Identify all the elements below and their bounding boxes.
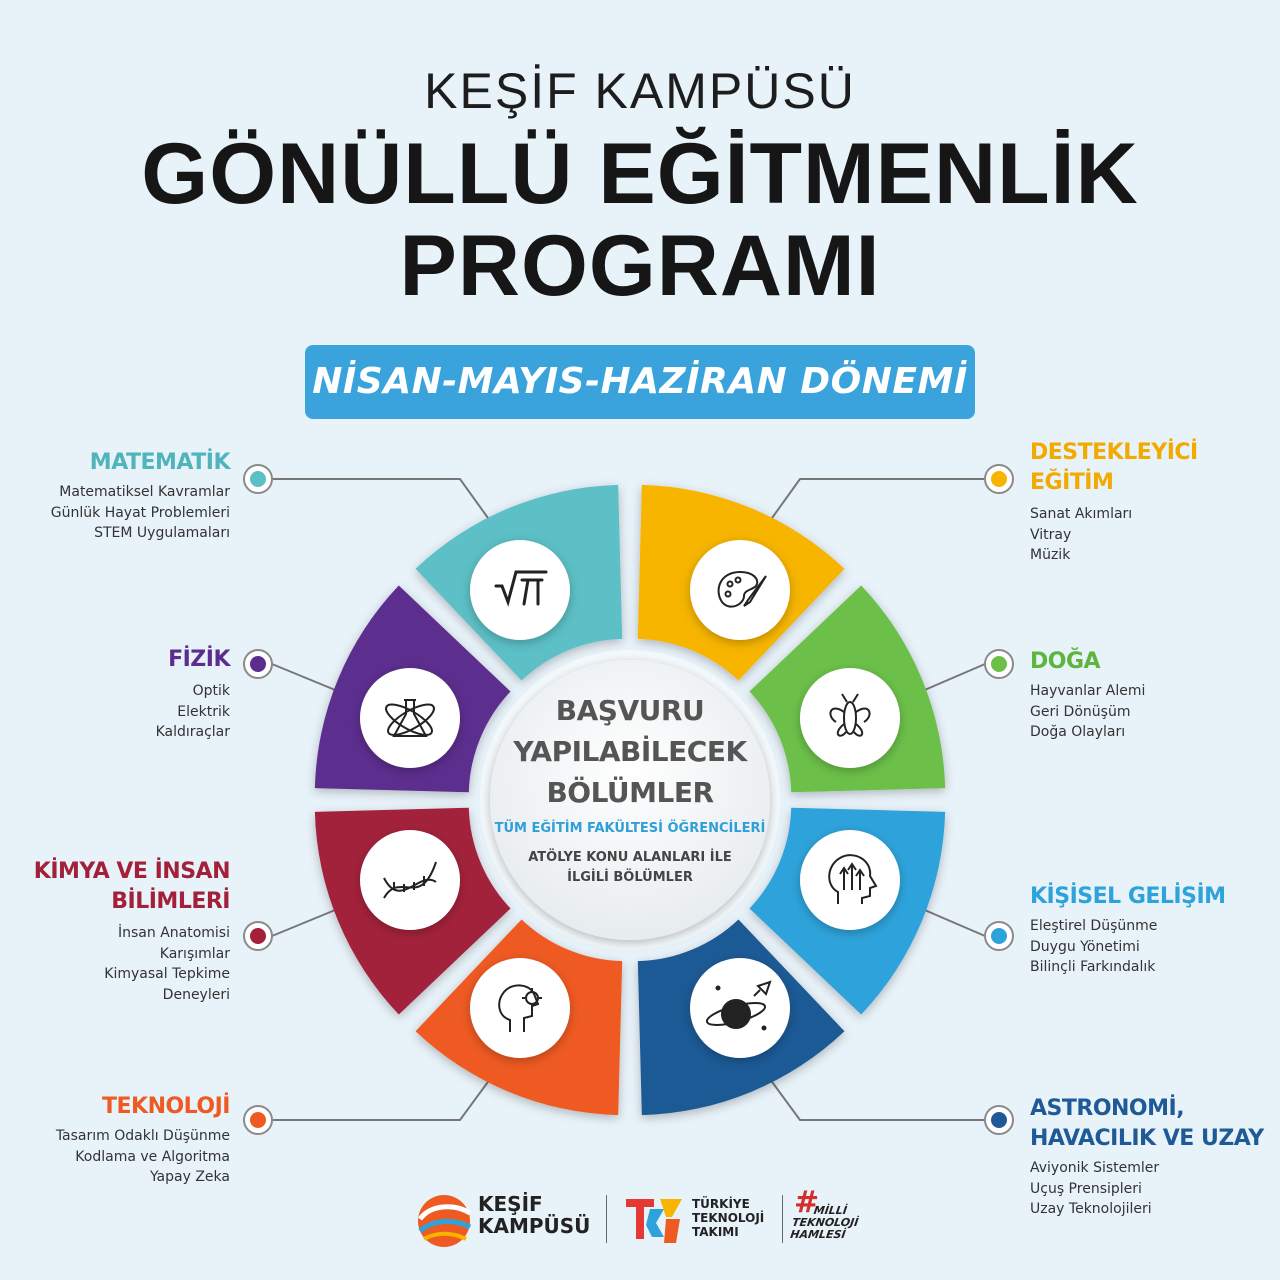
dot-kimya bbox=[250, 928, 266, 944]
category-name-line-1: KİMYA VE İNSAN bbox=[33, 859, 230, 884]
category-item: Matematiksel Kavramlar bbox=[59, 484, 230, 500]
category-name: MATEMATİK bbox=[89, 450, 230, 475]
category-item: Optik bbox=[192, 683, 230, 699]
icon-circle-kimya bbox=[360, 830, 460, 930]
category-item: Sanat Akımları bbox=[1030, 506, 1133, 522]
subtitle: KEŞİF KAMPÜSÜ bbox=[424, 63, 856, 119]
logo-divider bbox=[606, 1195, 607, 1243]
turkiye-teknoloji-takimi-logo-text bbox=[692, 1197, 764, 1239]
logo3-line-1: MİLLİ bbox=[812, 1204, 848, 1217]
category-item: Uçuş Prensipleri bbox=[1030, 1180, 1142, 1197]
logo3-line-2: TEKNOLOJİ bbox=[791, 1216, 860, 1229]
category-item: İnsan Anatomisi bbox=[118, 925, 230, 941]
category-item: Duygu Yönetimi bbox=[1030, 938, 1140, 955]
category-matematik bbox=[0, 448, 230, 544]
center-title-line-3: BÖLÜMLER bbox=[546, 776, 714, 809]
hashtag-icon: # bbox=[794, 1185, 820, 1220]
category-name-line-2: BİLİMLERİ bbox=[111, 889, 230, 914]
category-item: Karışımlar bbox=[159, 945, 230, 962]
category-item: Kodlama ve Algoritma bbox=[75, 1148, 230, 1165]
center-subtitle-1: TÜM EĞİTİM FAKÜLTESİ ÖĞRENCİLERİ bbox=[494, 821, 766, 836]
category-doga bbox=[1030, 647, 1270, 743]
icon-circle-destekleyici bbox=[690, 540, 790, 640]
logo2-line-1: TÜRKİYE bbox=[692, 1197, 750, 1211]
category-kisisel bbox=[1030, 882, 1270, 978]
milli-teknoloji-hamlesi-logo-text bbox=[789, 1205, 860, 1241]
category-item: Vitray bbox=[1030, 526, 1072, 543]
category-name bbox=[1030, 1094, 1270, 1154]
kesif-kampusu-logo-text bbox=[478, 1193, 590, 1237]
dot-matematik bbox=[250, 471, 266, 487]
center-title-line-2: YAPILABİLECEK bbox=[513, 735, 747, 768]
logo2-line-2: TEKNOLOJİ bbox=[692, 1211, 765, 1225]
category-name: TEKNOLOJİ bbox=[101, 1094, 230, 1119]
category-name-line-2: EĞİTİM bbox=[1030, 470, 1114, 495]
turkiye-teknoloji-takimi-logo-icon bbox=[620, 1189, 686, 1249]
logo-divider bbox=[782, 1195, 783, 1243]
category-item: Geri Dönüşüm bbox=[1030, 703, 1131, 720]
dot-fizik bbox=[250, 656, 266, 672]
center-subtitle-2: ATÖLYE KONU ALANLARI İLE İLGİLİ BÖLÜMLER bbox=[528, 850, 732, 885]
period-banner: NİSAN-MAYIS-HAZİRAN DÖNEMİ bbox=[305, 345, 975, 419]
center-label bbox=[485, 690, 775, 888]
category-item: Günlük Hayat Problemleri bbox=[50, 504, 230, 521]
category-destekleyici bbox=[1030, 438, 1270, 566]
category-item: STEM Uygulamaları bbox=[94, 525, 230, 541]
category-fizik bbox=[0, 645, 230, 743]
category-name: FİZİK bbox=[168, 647, 230, 672]
icon-circle-doga bbox=[800, 668, 900, 768]
logo3-line-3: HAMLESİ bbox=[789, 1228, 847, 1241]
icon-circle-fizik bbox=[360, 668, 460, 768]
category-name: DOĞA bbox=[1030, 649, 1101, 674]
category-item: Aviyonik Sistemler bbox=[1030, 1160, 1160, 1176]
category-item: Eleştirel Düşünme bbox=[1030, 918, 1158, 934]
category-name-line-2: HAVACILIK VE UZAY bbox=[1030, 1126, 1264, 1151]
title-line-2: PROGRAMI bbox=[399, 218, 881, 314]
category-name: KİŞİSEL GELİŞİM bbox=[1030, 884, 1226, 909]
icon-circle-kisisel bbox=[800, 830, 900, 930]
logo1-line-2: KAMPÜSÜ bbox=[478, 1214, 591, 1238]
category-teknoloji bbox=[0, 1092, 230, 1188]
category-item: Bilinçli Farkındalık bbox=[1030, 959, 1156, 975]
icon-circle-matematik bbox=[470, 540, 570, 640]
category-item: Kimyasal Tepkime bbox=[104, 966, 230, 982]
category-item: Tasarım Odaklı Düşünme bbox=[55, 1128, 230, 1144]
dot-teknoloji bbox=[250, 1112, 266, 1128]
center-title bbox=[485, 690, 775, 813]
category-item: Doğa Olayları bbox=[1030, 724, 1126, 740]
dot-destekleyici bbox=[991, 471, 1007, 487]
center-title-line-1: BAŞVURU bbox=[555, 694, 705, 727]
category-astronomi bbox=[1030, 1094, 1270, 1220]
category-name bbox=[1030, 438, 1270, 498]
footer-logos bbox=[410, 1185, 880, 1255]
category-name-line-1: DESTEKLEYİCİ bbox=[1030, 440, 1198, 465]
category-item: Uzay Teknolojileri bbox=[1030, 1201, 1152, 1217]
icon-circle-teknoloji bbox=[470, 958, 570, 1058]
category-item: Müzik bbox=[1030, 547, 1071, 563]
category-name bbox=[0, 857, 230, 917]
category-kimya bbox=[0, 857, 230, 1005]
logo2-line-3: TAKIMI bbox=[692, 1225, 739, 1239]
category-item: Hayvanlar Alemi bbox=[1030, 683, 1146, 699]
logo1-line-1: KEŞİF bbox=[478, 1192, 543, 1216]
kesif-kampusu-logo-icon bbox=[414, 1191, 474, 1251]
dot-astronomi bbox=[991, 1112, 1007, 1128]
dot-doga bbox=[991, 656, 1007, 672]
category-item: Deneyleri bbox=[162, 986, 230, 1003]
category-item: Yapay Zeka bbox=[149, 1169, 230, 1185]
category-name-line-1: ASTRONOMİ, bbox=[1030, 1096, 1185, 1121]
title-line-1: GÖNÜLLÜ EĞİTMENLİK bbox=[141, 126, 1139, 222]
dot-kisisel bbox=[991, 928, 1007, 944]
category-item: Kaldıraçlar bbox=[155, 724, 230, 740]
category-item: Elektrik bbox=[177, 703, 230, 720]
